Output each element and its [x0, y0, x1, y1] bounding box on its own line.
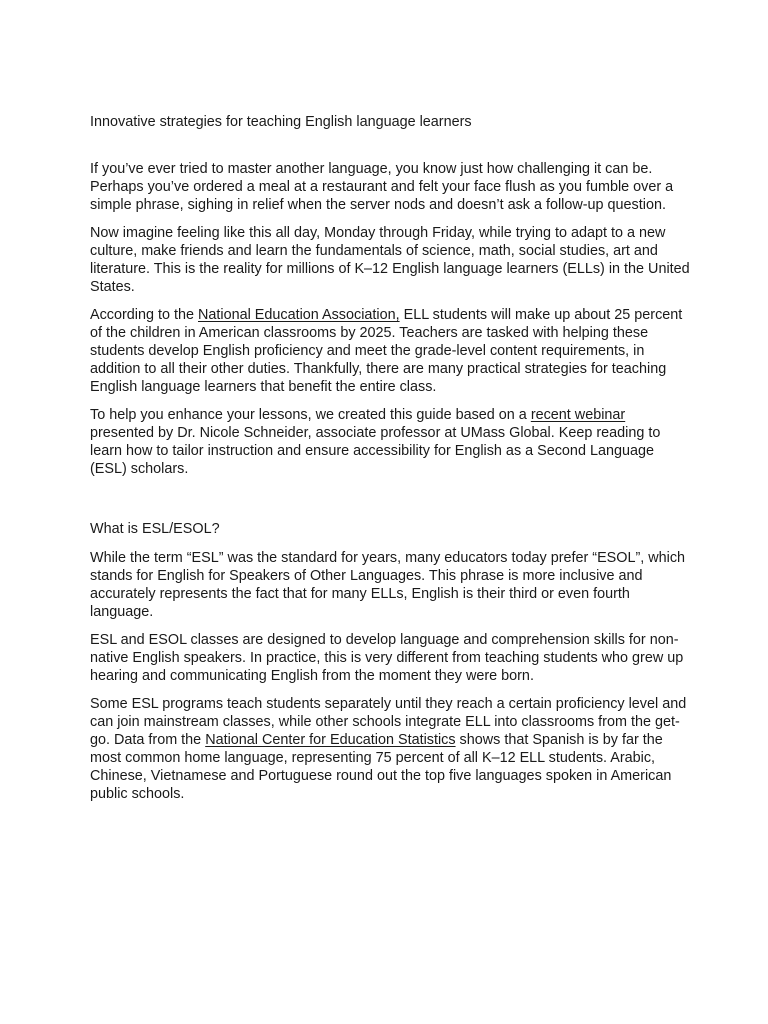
- webinar-paragraph: [90, 406, 690, 478]
- intro-paragraph-2: Now imagine feeling like this all day, Monday through Friday, while trying to adapt to a new culture, make friends and learn the fundamentals of science, math, social studies, art and literature. This is the reality for millions of K–12 English language learners (ELLs) in the United States.: [90, 225, 690, 295]
- esl-paragraph-2: ESL and ESOL classes are designed to develop language and comprehension skills for non-native English speakers. In practice, this is very different from teaching students who grew up hearing and communicating English from the moment they were born.: [90, 632, 684, 684]
- nea-paragraph-before: According to the: [90, 307, 198, 323]
- esl-paragraph-3-before: Some ESL programs teach students separately until they reach a certain proficiency level and can join mainstream classes, while other schools integrate ELL into classrooms from the get-go. Data from the: [90, 696, 687, 748]
- document-title: Innovative strategies for teaching English language learners: [90, 114, 472, 130]
- intro-paragraph-1: If you’ve ever tried to master another language, you know just how challenging it can be. Perhaps you’ve ordered a meal at a restaurant and felt your face flush as you fumble over a simple phrase, sighing in relief when the server nods and doesn’t ask a follow-up question.: [90, 161, 674, 213]
- nces-link[interactable]: National Center for Education Statistics: [205, 732, 456, 748]
- nea-link[interactable]: National Education Association,: [198, 307, 400, 323]
- webinar-paragraph-after: presented by Dr. Nicole Schneider, associate professor at UMass Global. Keep reading to learn how to tailor instruction and ensure accessibility for English as a Second Language (ESL) scholars.: [90, 425, 661, 477]
- esl-paragraph-1: While the term “ESL” was the standard for years, many educators today prefer “ESOL”, which stands for English for Speakers of Other Languages. This phrase is more inclusive and accurately represents the fact that for many ELLs, English is their third or even fourth language.: [90, 550, 686, 620]
- esl-paragraph-3-after: shows that Spanish is by far the most common home language, representing 75 percent of all K–12 ELL students. Arabic, Chinese, Vietnamese and Portuguese round out the top five languages spoken in American public schools.: [90, 732, 672, 802]
- nea-paragraph: [90, 306, 690, 396]
- nea-paragraph-after: ELL students will make up about 25 percent of the children in American classrooms by 2025. Teachers are tasked with helping these students develop English proficiency and meet the grade-level content requirements, in addition to all their other duties. Thankfully, there are many practical strategies for teaching English language learners that benefit the entire class.: [90, 307, 683, 395]
- webinar-link[interactable]: recent webinar: [530, 407, 626, 423]
- webinar-paragraph-before: To help you enhance your lessons, we created this guide based on a: [90, 407, 531, 423]
- document-page: [90, 113, 690, 813]
- esl-paragraph-3: [90, 695, 690, 803]
- section-spacer: [90, 488, 690, 520]
- section-heading-esl: What is ESL/ESOL?: [90, 521, 220, 537]
